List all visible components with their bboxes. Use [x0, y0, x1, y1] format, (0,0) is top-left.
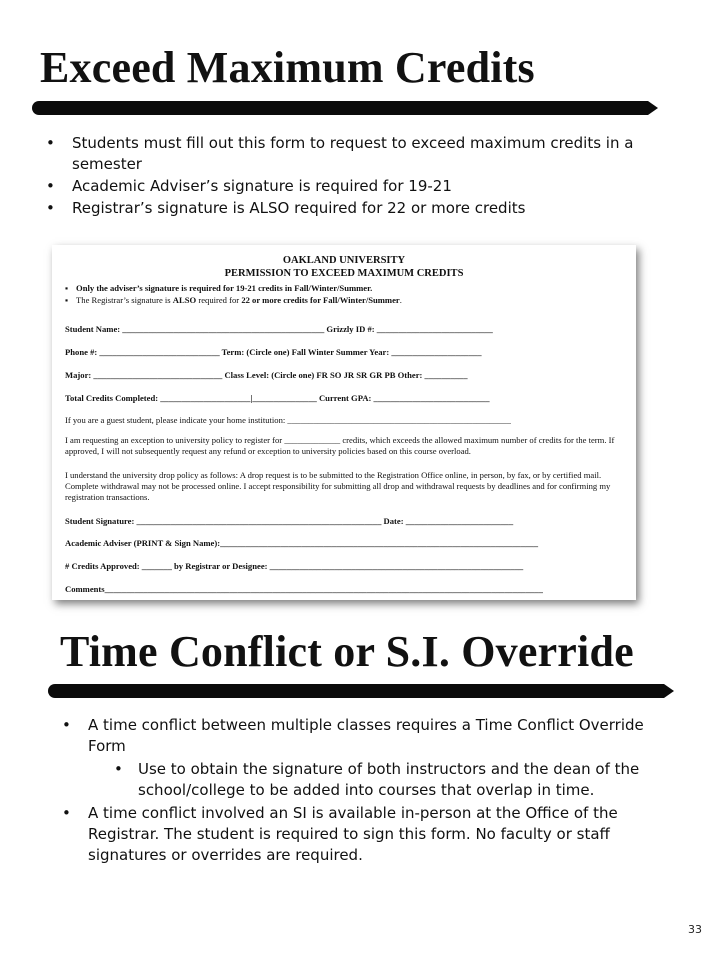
form-bullet-registrar-also: ALSO: [172, 295, 197, 305]
sub-bullet-list: [88, 759, 662, 801]
form-phone-line: Phone #: ____________________________ Term: (Circle one) Fall Winter Summer Year: _____________________: [65, 347, 482, 357]
form-adviser-line: Academic Adviser (PRINT & Sign Name):__________________________________________________________________________: [65, 538, 539, 548]
form-bullet-registrar-bold: 22 or more credits for Fall/Winter/Summer: [241, 295, 400, 305]
form-bullet-registrar-end: .: [399, 295, 402, 305]
form-credits-approved-line: # Credits Approved: _______ by Registrar or Designee: ___________________________________________________________: [65, 561, 524, 571]
time-conflict-bullet-list: [62, 715, 662, 867]
form-university-title: OAKLAND UNIVERSITY: [282, 255, 406, 266]
bullet-adviser-signature: • Academic Adviser’s signature is required for 19-21: [46, 176, 646, 197]
bullet-si-override: • A time conflict involved an SI is available in-person at the Office of the Registrar. The student is required to sign this form. No faculty or staff signatures or overrides are required.: [62, 803, 662, 866]
form-bullet-registrar-mid: required for: [196, 295, 242, 305]
time-conflict-title: Time Conflict or S.I. Override: [60, 627, 634, 676]
form-request-paragraph: I am requesting an exception to university policy to register for _____________ credits, which exceeds the allowed maximum number of credits for the term. If approved, I will not subsequently request any refund or exception to university policies based on this course overload.: [65, 435, 615, 456]
title-underline-bar: [32, 101, 648, 115]
form-bullet-registrar: [65, 295, 402, 306]
form-total-credits-line: Total Credits Completed: _____________________|_______________ Current GPA: ___________________________: [65, 393, 490, 403]
form-bullet-registrar-pre: The Registrar’s signature is: [76, 295, 173, 305]
title-underline-bar: [48, 684, 664, 698]
form-student-signature-line: Student Signature: _________________________________________________________ Date: _________________________: [65, 516, 514, 526]
form-bullet-adviser: ▪ Only the adviser’s signature is required for 19-21 credits in Fall/Winter/Summer.: [65, 283, 372, 294]
form-drop-policy-paragraph: I understand the university drop policy as follows: A drop request is to be submitted to the Registration Office online, in person, by fax, or by certified mail. Complete withdrawal may not be processed online. I accept responsibility for submitting all drop and withdrawal requests by deadlines and for confirming my registration transactions.: [65, 470, 611, 502]
form-major-line: Major: ______________________________ Class Level: (Circle one) FR SO JR SR GR PB Other: __________: [65, 370, 468, 380]
bullet-form-requirement: • Students must fill out this form to request to exceed maximum credits in a semester: [46, 133, 646, 175]
bullet-registrar-signature: • Registrar’s signature is ALSO required for 22 or more credits: [46, 198, 646, 219]
form-title: PERMISSION TO EXCEED MAXIMUM CREDITS: [224, 268, 464, 279]
exceed-credits-bullet-list: [46, 133, 646, 220]
form-comments-line: Comments______________________________________________________________________________________________________: [65, 584, 543, 594]
permission-form-image: [52, 245, 636, 600]
form-guest-student-line: If you are a guest student, please indicate your home institution: ____________________________________________________: [65, 415, 511, 425]
exceed-max-credits-title: Exceed Maximum Credits: [40, 43, 535, 92]
form-student-name-line: Student Name: _______________________________________________ Grizzly ID #: ___________________________: [65, 324, 493, 334]
page-number: 33: [688, 923, 702, 936]
bullet-time-conflict-text: A time conflict between multiple classes requires a Time Conflict Override Form: [88, 716, 644, 755]
sub-bullet-instructor-signature: • Use to obtain the signature of both instructors and the dean of the school/college to be added into courses that overlap in time.: [138, 759, 662, 801]
bullet-time-conflict-form: [62, 715, 662, 801]
